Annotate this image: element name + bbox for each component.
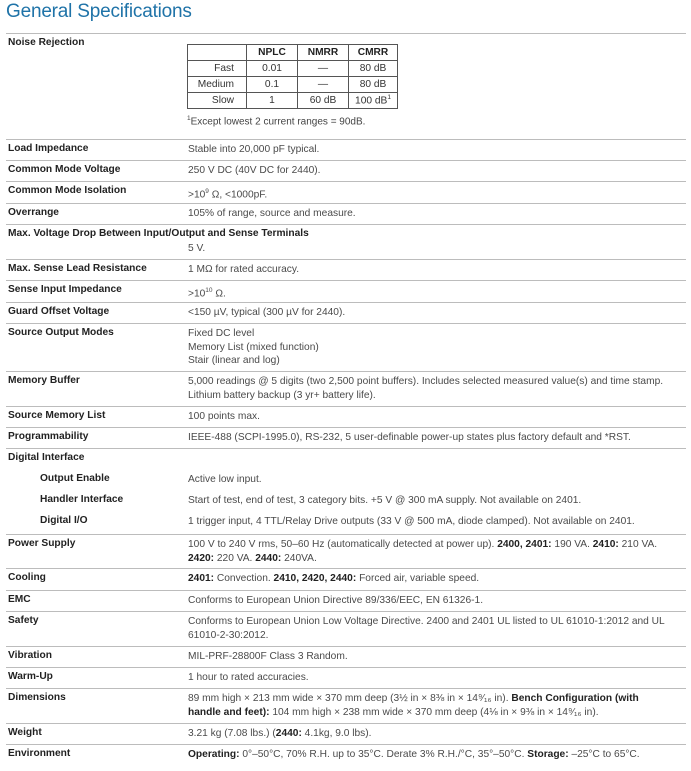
spec-label: Load Impedance xyxy=(8,143,89,154)
exponent: 9 xyxy=(205,188,209,195)
spec-cooling xyxy=(6,568,686,591)
table-footnote xyxy=(187,115,365,127)
spec-label: Weight xyxy=(8,727,42,738)
value-line: Lithium battery backup (3 yr+ battery life). xyxy=(188,389,376,401)
spec-label: Common Mode Voltage xyxy=(8,164,121,175)
spec-value xyxy=(188,727,684,741)
model-name: 2440: xyxy=(275,728,302,739)
table-cell: — xyxy=(298,77,349,93)
table-cell xyxy=(349,93,398,109)
model-name: 2440: xyxy=(255,552,282,564)
spec-value: 5 V. xyxy=(188,243,206,254)
spec-label: Dimensions xyxy=(8,692,66,703)
value-text: Ω, <1000pF. xyxy=(208,189,268,201)
spec-common-mode-voltage xyxy=(6,160,686,182)
spec-overrange xyxy=(6,203,686,225)
noise-rejection-table xyxy=(187,44,398,109)
table-header-cell: NMRR xyxy=(298,45,349,61)
table-cell: 1 xyxy=(247,93,298,109)
spec-label: Source Output Modes xyxy=(8,327,114,338)
spec-warm-up xyxy=(6,667,686,689)
value-line: 5,000 readings @ 5 digits (two 2,500 point buffers). Includes selected measured value(s) and time stamp. xyxy=(188,376,664,387)
spec-label: Overrange xyxy=(8,207,59,218)
spec-label: Warm-Up xyxy=(8,671,53,682)
value-line xyxy=(188,706,684,720)
spec-label: Sense Input Impedance xyxy=(8,284,122,295)
value-emphasis: handle and feet): xyxy=(188,706,270,718)
spec-value: <150 µV, typical (300 µV for 2440). xyxy=(188,307,346,318)
spec-value xyxy=(188,375,684,402)
footnote-marker: 1 xyxy=(187,115,191,122)
page-title: General Specifications xyxy=(6,1,192,22)
spec-label: Power Supply xyxy=(8,538,76,549)
footnote-text: Except lowest 2 current ranges = 90dB. xyxy=(190,116,366,128)
spec-value: 100 points max. xyxy=(188,411,260,422)
spec-value xyxy=(188,327,684,368)
table-row xyxy=(188,61,398,77)
spec-weight xyxy=(6,723,686,745)
spec-value xyxy=(188,692,684,719)
exponent: 10 xyxy=(205,287,213,294)
spec-max-sense-lead xyxy=(6,259,686,281)
table-header-cell: NPLC xyxy=(247,45,298,61)
spec-value: Start of test, end of test, 3 category bits. +5 V @ 300 mA supply. Not available on 2401. xyxy=(188,495,582,506)
value-text: 190 VA. xyxy=(551,539,593,550)
value-text: >10 xyxy=(188,288,206,300)
table-cell: Medium xyxy=(188,77,247,93)
spec-label: Guard Offset Voltage xyxy=(8,306,110,317)
spec-safety xyxy=(6,611,686,647)
model-name: 2410: xyxy=(592,539,619,550)
spec-value: IEEE-488 (SCPI-1995.0), RS-232, 5 user-definable power-up states plus factory default and *RST. xyxy=(188,432,631,443)
model-name: 2400, 2401: xyxy=(497,539,552,550)
spec-common-mode-isolation xyxy=(6,181,686,204)
value-line: 61010-2-30:2012. xyxy=(188,629,269,641)
value-text: 220 VA. xyxy=(214,552,256,564)
spec-source-output-modes xyxy=(6,323,686,372)
value-text: 0°–50°C, 70% R.H. up to 35°C. Derate 3% R.H./°C, 35°–50°C. xyxy=(239,749,528,760)
cmrr-value: 100 dB xyxy=(355,95,388,107)
spec-guard-offset-voltage xyxy=(6,302,686,324)
value-text: 89 mm high × 213 mm wide × 370 mm deep (3½ in × 8⅜ in × 14⁹⁄₁₆ in). xyxy=(188,693,512,704)
value-line: Memory List (mixed function) xyxy=(188,341,319,353)
spec-value: 1 MΩ for rated accuracy. xyxy=(188,264,300,275)
spec-load-impedance xyxy=(6,139,686,161)
table-cell: 80 dB xyxy=(349,61,398,77)
spec-label: Programmability xyxy=(8,431,89,442)
value-text: >10 xyxy=(188,189,206,201)
spec-power-supply xyxy=(6,534,686,569)
spec-label: Max. Voltage Drop Between Input/Output and Sense Terminals xyxy=(8,228,309,239)
spec-label: Noise Rejection xyxy=(8,37,85,48)
value-line xyxy=(188,552,684,566)
spec-label: Output Enable xyxy=(40,473,110,484)
table-row xyxy=(188,93,398,109)
spec-dimensions xyxy=(6,688,686,724)
value-text: 240VA. xyxy=(281,552,317,564)
table-row xyxy=(188,77,398,93)
spec-digital-interface xyxy=(6,448,686,471)
spec-max-voltage-drop xyxy=(6,224,686,260)
spec-label: Source Memory List xyxy=(8,410,106,421)
spec-value xyxy=(188,538,684,565)
table-header-cell: CMRR xyxy=(349,45,398,61)
spec-value: MIL-PRF-28800F Class 3 Random. xyxy=(188,651,348,662)
spec-value: 105% of range, source and measure. xyxy=(188,208,356,219)
value-text: Forced air, variable speed. xyxy=(356,573,480,584)
table-header-cell xyxy=(188,45,247,61)
value-text: 100 V to 240 V rms, 50–60 Hz (automatically detected at power up). xyxy=(188,539,498,550)
spec-label: Max. Sense Lead Resistance xyxy=(8,263,147,274)
spec-output-enable xyxy=(6,470,686,491)
value-line: Fixed DC level xyxy=(188,328,255,339)
spec-programmability xyxy=(6,427,686,449)
value-text: 210 VA. xyxy=(618,539,658,550)
spec-label: Safety xyxy=(8,615,39,626)
spec-value: 1 trigger input, 4 TTL/Relay Drive outputs (33 V @ 500 mA, diode clamped). Not available on 2401. xyxy=(188,516,635,527)
spec-emc xyxy=(6,590,686,612)
value-text: Convection. xyxy=(214,573,274,584)
value-line: Conforms to European Union Low Voltage Directive. 2400 and 2401 UL listed to UL 61010-1:2012 and UL xyxy=(188,616,665,627)
table-cell: 0.1 xyxy=(247,77,298,93)
spec-label: Environment xyxy=(8,748,71,759)
footnote-marker: 1 xyxy=(387,94,391,102)
model-name: 2420: xyxy=(188,552,215,564)
model-name: 2401: xyxy=(188,573,215,584)
spec-value: 250 V DC (40V DC for 2440). xyxy=(188,165,321,176)
spec-digital-io xyxy=(6,512,686,534)
spec-label: Digital Interface xyxy=(8,452,85,463)
value-line xyxy=(188,538,684,552)
value-text: 3.21 kg (7.08 lbs.) ( xyxy=(188,728,276,739)
value-line xyxy=(188,692,684,706)
value-line: Stair (linear and log) xyxy=(188,355,280,366)
spec-memory-buffer xyxy=(6,371,686,407)
table-cell: 60 dB xyxy=(298,93,349,109)
model-name: 2410, 2420, 2440: xyxy=(273,573,357,584)
spec-label: Handler Interface xyxy=(40,494,124,505)
spec-sense-input-impedance xyxy=(6,280,686,303)
spec-value: Active low input. xyxy=(188,474,262,485)
spec-label: Common Mode Isolation xyxy=(8,185,127,196)
spec-value: Conforms to European Union Directive 89/336/EEC, EN 61326-1. xyxy=(188,595,484,606)
spec-label: EMC xyxy=(8,594,31,605)
table-cell: Slow xyxy=(188,93,247,109)
spec-environment xyxy=(6,744,686,767)
spec-value xyxy=(188,185,684,202)
value-text: 104 mm high × 238 mm wide × 370 mm deep (4⅛ in × 9⅜ in × 14⁹⁄₁₆ in). xyxy=(269,706,599,718)
value-text: 4.1kg, 9.0 lbs). xyxy=(301,728,372,739)
table-cell: — xyxy=(298,61,349,77)
spec-label: Memory Buffer xyxy=(8,375,80,386)
spec-label: Digital I/O xyxy=(40,515,88,526)
value-emphasis: Bench Configuration (with xyxy=(511,693,639,704)
table-header-row xyxy=(188,45,398,61)
spec-value xyxy=(188,284,684,301)
spec-source-memory-list xyxy=(6,406,686,428)
table-cell: 80 dB xyxy=(349,77,398,93)
value-text: Ω. xyxy=(212,288,226,300)
spec-vibration xyxy=(6,646,686,668)
spec-value xyxy=(188,615,684,642)
table-cell: 0.01 xyxy=(247,61,298,77)
spec-value xyxy=(188,748,684,762)
spec-value xyxy=(188,572,684,586)
spec-value: Stable into 20,000 pF typical. xyxy=(188,144,320,155)
spec-label: Vibration xyxy=(8,650,52,661)
spec-label: Cooling xyxy=(8,572,46,583)
value-emphasis: Storage: xyxy=(527,749,569,760)
value-text: –25°C to 65°C. xyxy=(568,749,640,760)
spec-handler-interface xyxy=(6,491,686,512)
table-cell: Fast xyxy=(188,61,247,77)
value-emphasis: Operating: xyxy=(188,749,240,760)
spec-value: 1 hour to rated accuracies. xyxy=(188,672,309,683)
